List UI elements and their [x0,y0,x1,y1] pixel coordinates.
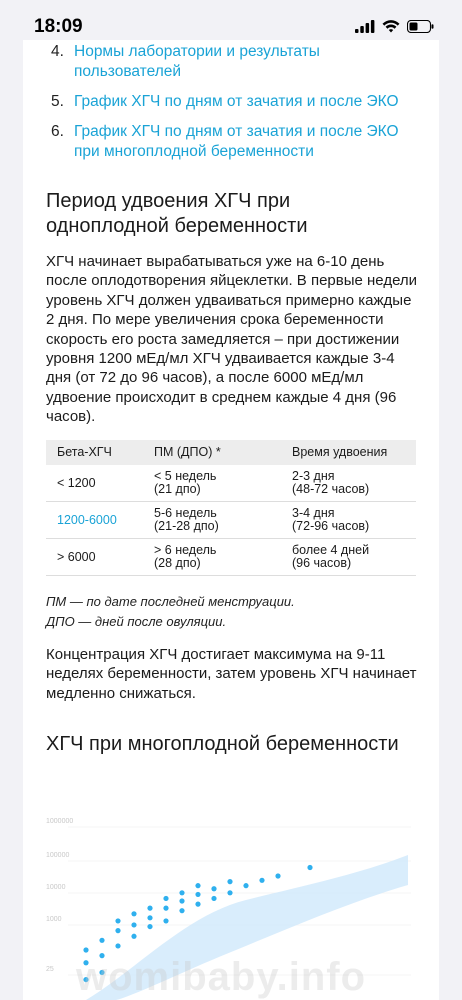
battery-icon [407,20,434,33]
y-tick-label: 100000 [46,852,70,859]
data-point [147,924,152,929]
clock: 18:09 [34,16,83,37]
table-header: Время удвоения [281,440,416,465]
footnote-pm: ПМ — по дате последней менструации. [46,594,295,609]
data-point [163,906,168,911]
data-point [179,898,184,903]
table-header: ПМ (ДПО) * [143,440,281,465]
data-point [243,883,248,888]
wifi-icon [382,20,400,33]
data-point [275,873,280,878]
y-tick-label: 1000 [46,916,62,923]
doubling-table [46,440,416,576]
table-link[interactable]: 1200-6000 [46,502,143,539]
y-tick-label: 10000 [46,884,66,891]
data-point [99,938,104,943]
data-point [115,928,120,933]
watermark: womibaby.info [76,955,367,999]
table-footnotes [46,592,295,631]
doubling-paragraph: ХГЧ начинает вырабатываться уже на 6-10 день после оплодотворения яйцеклетки. В первые недели уровень ХГЧ должен удваиваться примерно каждые 2 дня. По мере увеличения срока беременности скорость его роста замедляется – при достижении уровня 1200 мЕд/мл ХГЧ удваивается каждые 3-4 дня (от 72 до 96 часов), а после 6000 мЕд/мл удвоение происходит в среднем каждые 4 дня (96 часов). [46,253,418,426]
table-row: 1200-6000 5-6 недель (21-28 дпо) 3-4 дня (72-96 часов) [46,502,416,539]
data-point [179,908,184,913]
y-tick-label: 1000000 [46,818,74,825]
peak-paragraph: Концентрация ХГЧ достигает максимума на 9-11 неделях беременности, затем уровень ХГЧ начинает медленно снижаться. [46,646,417,702]
data-point [131,922,136,927]
table-row: < 1200 < 5 недель (21 дпо) 2-3 дня (48-72 часов) [46,465,416,502]
y-tick-label: 25 [46,966,54,973]
data-point [147,915,152,920]
article-card: 4. Нормы лаборатории и результаты пользователей 5. График ХГЧ по дням от зачатия и после ЭКО 6. График ХГЧ по дням от зачатия и после ЭКО при многоплодной беременности Период удвоения ХГЧ при одноплодной беременности ХГЧ начинает вырабатываться уже на 6-10 день после оплодотворения яйцеклетки. В первые недели уровень ХГЧ должен удваиваться примерно каждые 2 дня. По мере увеличения срока беременности скорость его роста замедляется – при достижении уровня 1200 мЕд/мл ХГЧ удваивается каждые 3-4 дня (от 72 до 96 часов), а после 6000 мЕд/мл удвоение происходит в среднем каждые 4 дня (96 часов). Бета-ХГЧ ПМ (ДПО) * Время удвоения < 1200 < 5 недель (21 дпо) 2-3 дня (48-72 часов) 1200-6000 5-6 недель (21-28 дпо) 3-4 дня (72-96 часов) > 6000 > 6 недель (28 дпо) более 4 дней (96 часов) ПМ — по дате последней менструации. ДПО — дней после овуляции. Концентрация ХГЧ достигает максимума на 9-11 неделях беременности, затем уровень ХГЧ начинает медленно снижаться. ХГЧ при многоплодной беременности 1000000 100000 10000 1000 25 womibaby.info [23,40,439,1000]
hcg-multiple-chart [46,775,416,1000]
data-point [227,890,232,895]
data-point [115,918,120,923]
data-point [115,943,120,948]
data-point [163,896,168,901]
section-heading-singleton: Период удвоения ХГЧ при одноплодной беременности [46,190,308,237]
toc-link-5[interactable]: График ХГЧ по дням от зачатия и после ЭКО [74,93,399,110]
footnote-dpo: ДПО — дней после овуляции. [46,613,227,629]
data-point [227,879,232,884]
cellular-signal-icon [355,20,375,33]
table-row: > 6000 > 6 недель (28 дпо) более 4 дней (96 часов) [46,539,416,576]
toc-link-6[interactable]: График ХГЧ по дням от зачатия и после ЭКО при многоплодной беременности [74,123,399,160]
data-point [211,886,216,891]
data-point [307,865,312,870]
data-point [163,918,168,923]
data-point [131,911,136,916]
section-heading-multiple: ХГЧ при многоплодной беременности [46,733,399,755]
data-point [131,934,136,939]
table-header: Бета-ХГЧ [46,440,143,465]
toc-link-4[interactable]: Нормы лаборатории и результаты пользователей [74,43,320,80]
data-point [259,878,264,883]
data-point [147,906,152,911]
data-point [195,892,200,897]
status-icons [355,20,434,33]
data-point [195,883,200,888]
data-point [83,947,88,952]
data-point [195,902,200,907]
data-point [179,890,184,895]
data-point [211,896,216,901]
